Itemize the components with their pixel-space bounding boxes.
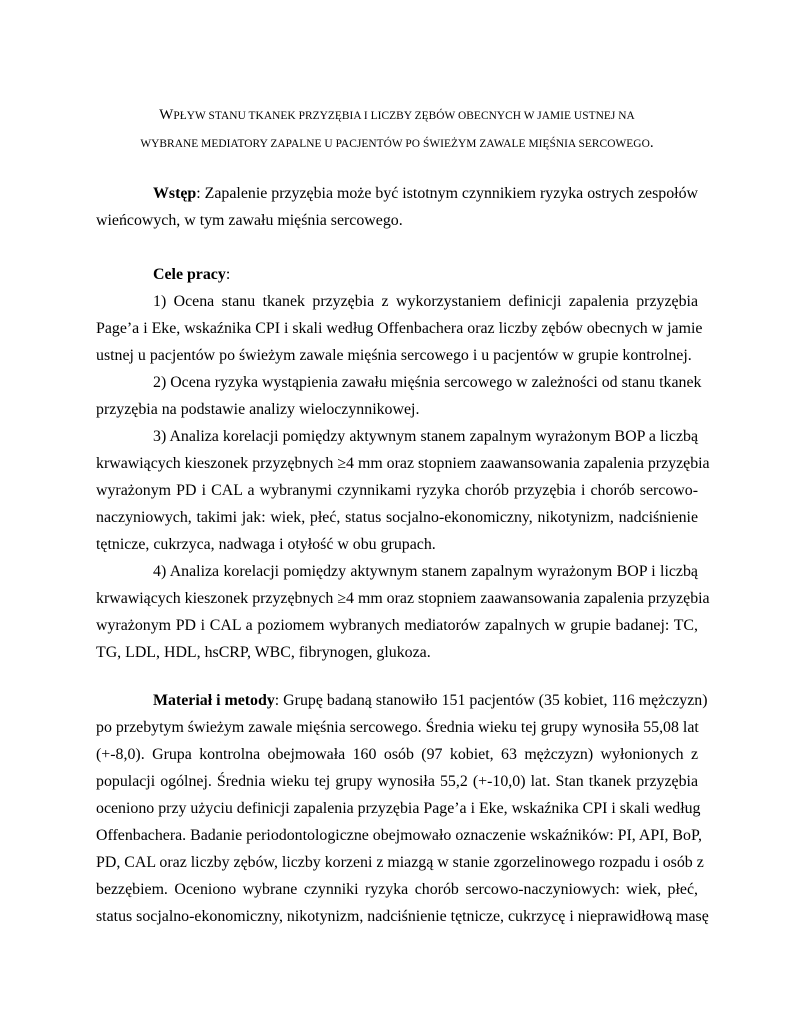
aim-3-line-1: 3) Analiza korelacji pomiędzy aktywnym stanem zapalnym wyrażonym BOP a liczbą [153,428,698,445]
methods-line-8: bezzębiem. Oceniono wybrane czynniki ryzyka chorób sercowo-naczyniowych: wiek, płeć, [96,881,698,898]
methods-line-1 [96,691,708,711]
aim-3-line-5: tętnicze, cukrzyca, nadwaga i otyłość w obu grupach. [96,536,436,553]
title-line-2-text: WYBRANE MEDIATORY ZAPALNE U PACJENTÓW PO ŚWIEŻYM ZAWALE MIĘŚNIA SERCOWEGO [140,138,650,150]
methods-line-4: populacji ogólnej. Średnia wieku tej grupy wynosiła 55,2 (+-10,0) lat. Stan tkanek przyzębia [96,773,698,790]
aim-4-line-1: 4) Analiza korelacji pomiędzy aktywnym stanem zapalnym wyrażonym BOP i liczbą [153,563,698,580]
title-line-2-end: . [649,135,654,151]
intro-heading: Wstęp [153,185,197,202]
title-line-1 [96,108,698,123]
aims-heading: Cele pracy [153,266,226,283]
aim-1-line-2: Page’a i Eke, wskaźnika CPI i skali według Offenbachera oraz liczby zębów obecnych w jamie [96,320,703,337]
aim-2-line-1: 2) Ocena ryzyka wystąpienia zawału mięśnia sercowego w zależności od stanu tkanek [153,374,702,391]
intro-line-1 [96,184,698,204]
aim-1-line-1: 1) Ocena stanu tkanek przyzębia z wykorzystaniem definicji zapalenia przyzębia [153,293,698,310]
methods-line-3: (+-8,0). Grupa kontrolna obejmowała 160 osób (97 kobiet, 63 mężczyzn) wyłonionych z [96,746,698,763]
methods-line-9: status socjalno-ekonomiczny, nikotynizm, nadciśnienie tętnicze, cukrzycę i nieprawidłową masę [96,908,709,925]
intro-text-1: : Zapalenie przyzębia może być istotnym czynnikiem ryzyka ostrych zespołów [196,185,698,202]
methods-heading: Materiał i metody [153,692,275,709]
methods-line-5: oceniono przy użyciu definicji zapalenia przyzębia Page’a i Eke, wskaźnika CPI i skali według [96,800,701,817]
document-page [96,0,710,1024]
aims-heading-line [96,265,698,285]
aim-4-line-3: wyrażonym PD i CAL a poziomem wybranych mediatorów zapalnych w grupie badanej: TC, [96,617,698,634]
aim-4-line-4: TG, LDL, HDL, hsCRP, WBC, fibrynogen, glukoza. [96,644,431,661]
aims-heading-colon: : [225,266,231,283]
methods-line-6: Offenbachera. Badanie periodontologiczne obejmowało oznaczenie wskaźników: PI, API, BoP, [96,827,703,844]
intro-line-2: wieńcowych, w tym zawału mięśnia sercowego. [96,212,403,229]
aim-3-line-4: naczyniowych, takimi jak: wiek, płeć, status socjalno-ekonomiczny, nikotynizm, nadciśnienie [96,509,698,526]
aim-3-line-2: krwawiących kieszonek przyzębnych ≥4 mm oraz stopniem zaawansowania zapalenia przyzębia [96,455,710,472]
methods-line-2: po przebytym świeżym zawale mięśnia sercowego. Średnia wieku tej grupy wynosiła 55,08 lat [96,719,699,736]
aim-2-line-2: przyzębia na podstawie analizy wieloczynnikowej. [96,401,420,418]
title-initial-cap: W [159,107,174,123]
title-line-1-text: PŁYW STANU TKANEK PRZYZĘBIA I LICZBY ZĘBÓW OBECNYCH W JAMIE USTNEJ NA [173,110,635,122]
methods-line-7: PD, CAL oraz liczby zębów, liczby korzeni z miazgą w stanie zgorzelinowego rozpadu i osób z [96,854,704,871]
title-line-2 [96,136,698,151]
aim-4-line-2: krwawiących kieszonek przyzębnych ≥4 mm oraz stopniem zaawansowania zapalenia przyzębia [96,590,710,607]
methods-text-1: : Grupę badaną stanowiło 151 pacjentów (35 kobiet, 116 mężczyzn) [274,692,708,709]
aim-1-line-3: ustnej u pacjentów po świeżym zawale mięśnia sercowego i u pacjentów w grupie kontrolnej. [96,347,692,364]
aim-3-line-3: wyrażonym PD i CAL a wybranymi czynnikami ryzyka chorób przyzębia i chorób sercowo- [96,482,698,499]
